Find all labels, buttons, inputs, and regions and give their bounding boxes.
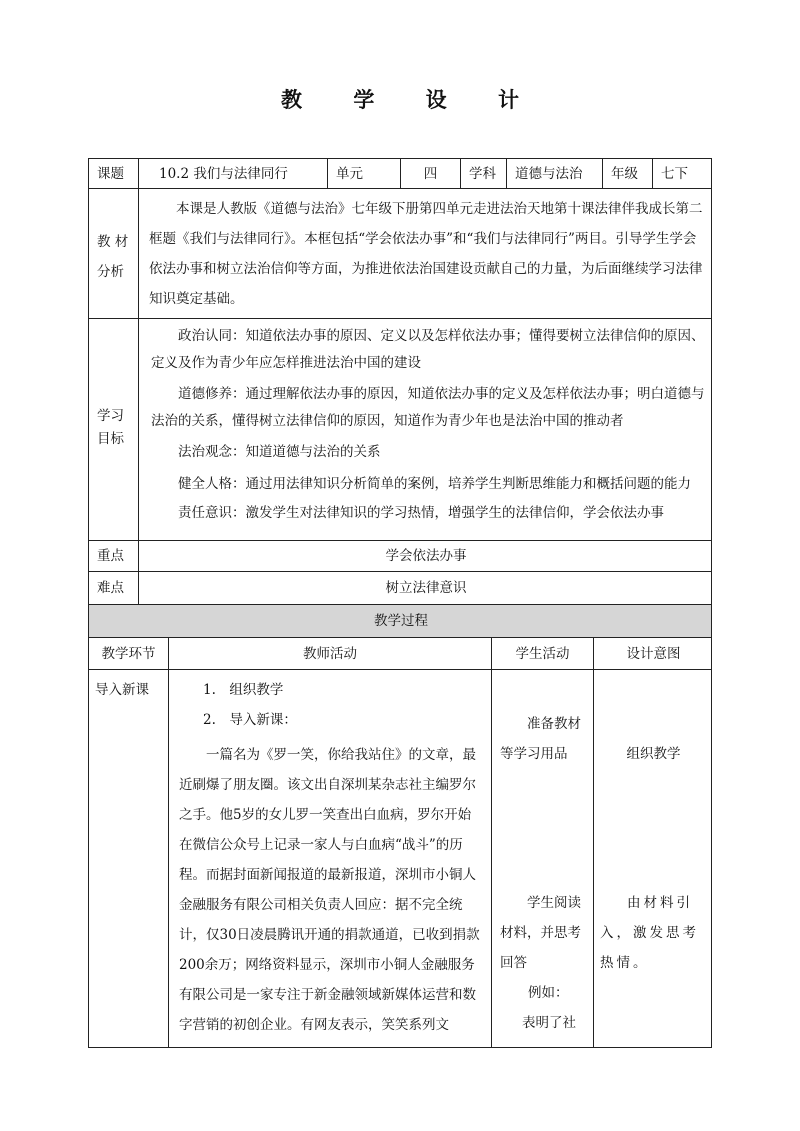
- col-header-teacher: 教师活动: [169, 638, 492, 670]
- jiaocai-content: [139, 189, 712, 319]
- process-title: 教学过程: [89, 605, 712, 638]
- student-activity-1: 准备教材等学习用品: [500, 716, 581, 762]
- student-activity-3: 例如：: [528, 985, 569, 1001]
- mubiao-item: 责任意识：激发学生对法律知识的学习热情，增强学生的法律信仰，学会依法办事: [178, 505, 664, 521]
- mubiao-item: 政治认同：知道依法办事的原因、定义以及怎样依法办事；懂得要树立法律信仰的原因、定义及作为青少年应怎样推进法治中国的建设: [151, 328, 705, 371]
- student-activity-4: 表明了社: [522, 1015, 576, 1031]
- mubiao-content: [139, 319, 712, 541]
- xueke-value: 道德与法治: [507, 159, 603, 189]
- zhongdian-value: 学会依法办事: [139, 541, 712, 572]
- zhongdian-label: 重点: [89, 541, 139, 572]
- nandian-label: 难点: [89, 572, 139, 605]
- student-cell: [492, 670, 594, 1048]
- student-activity-2: 学生阅读材料，并思考回答: [500, 895, 581, 971]
- jiaocai-label: [89, 189, 139, 319]
- teacher-step: 2. 导入新课：: [203, 712, 297, 728]
- lesson-plan-table: [88, 158, 712, 1048]
- mubiao-label: [89, 319, 139, 541]
- danyuan-label: 单元: [328, 159, 401, 189]
- nandian-value: 树立法律意识: [139, 572, 712, 605]
- mubiao-item: 法治观念：知道道德与法治的关系: [178, 444, 381, 460]
- xueke-label: 学科: [461, 159, 507, 189]
- nianji-label: 年级: [603, 159, 653, 189]
- stage-label: 导入新课: [95, 682, 149, 698]
- teacher-text: 一篇名为《罗一笑，你给我站住》的文章，最近刷爆了朋友圈。该文出自深圳某杂志社主编罗尔之手。他5岁的女儿罗一笑查出白血病，罗尔开始在微信公众号上记录一家人与白血病“战斗”的历程。而据封面新闻报道的最新报道，深圳市小铜人金融服务有限公司相关负责人回应：据不完全统计，仅30日凌晨腾讯开通的捐款通道，已收到捐款200余万；网络资料显示，深圳市小铜人金融服务有限公司是一家专注于新金融领域新媒体运营和数字营销的初创企业。有网友表示，笑笑系列文: [179, 747, 480, 1033]
- col-header-stage: 教学环节: [89, 638, 169, 670]
- col-header-student: 学生活动: [492, 638, 594, 670]
- keti-value: 10.2 我们与法律同行: [139, 159, 328, 189]
- nianji-value: 七下: [653, 159, 712, 189]
- mubiao-label-line2: 目标: [97, 431, 124, 447]
- mubiao-label-line1: 学习: [97, 408, 124, 424]
- intent-1: 组织教学: [626, 746, 681, 762]
- intent-cell: [594, 670, 712, 1048]
- jiaocai-label-line1: 教 材: [97, 234, 129, 250]
- keti-label: 课题: [89, 159, 139, 189]
- jiaocai-text: 本课是人教版《道德与法治》七年级下册第四单元走进法治天地第十课法律伴我成长第二框题《我们与法律同行》。本框包括“学会依法办事”和“我们与法律同行”两目。引导学生学会依法办事和树立法治信仰等方面，为推进依法治国建设贡献自己的力量，为后面继续学习法律知识奠定基础。: [149, 201, 703, 307]
- page-title: 教 学 设 计: [281, 87, 541, 112]
- danyuan-value: 四: [401, 159, 461, 189]
- mubiao-item: 道德修养：通过理解依法办事的原因，知道依法办事的定义及怎样依法办事；明白道德与法治的关系，懂得树立法律信仰的原因，知道作为青少年也是法治中国的推动者: [151, 386, 705, 429]
- teacher-step: 1. 组织教学: [203, 682, 284, 698]
- mubiao-item: 健全人格：通过用法律知识分析简单的案例，培养学生判断思维能力和概括问题的能力: [178, 476, 691, 492]
- stage-cell: [89, 670, 169, 1048]
- jiaocai-label-line2: 分析: [97, 264, 124, 280]
- intent-2: 由材料引入，激发思考热情。: [600, 895, 699, 971]
- col-header-intent: 设计意图: [594, 638, 712, 670]
- teacher-cell: [169, 670, 492, 1048]
